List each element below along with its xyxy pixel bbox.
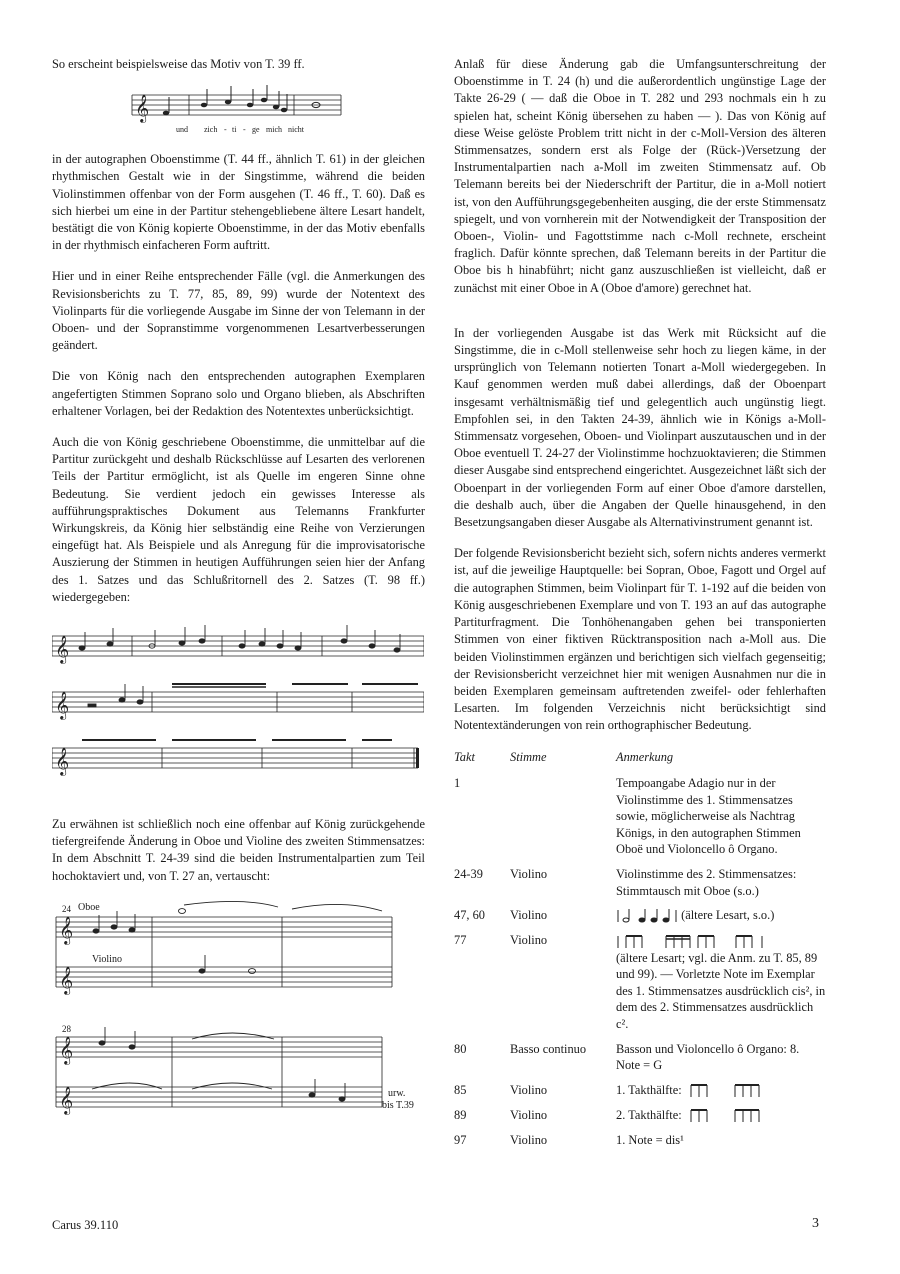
svg-text:𝄞: 𝄞 bbox=[135, 96, 150, 123]
svg-text:𝄞: 𝄞 bbox=[59, 1087, 74, 1114]
header-anmerkung: Anmerkung bbox=[616, 749, 674, 764]
anmerkung-cell: Basson und Violoncello ô Organo: 8. Note = G bbox=[616, 1041, 800, 1073]
svg-text:𝄞: 𝄞 bbox=[59, 967, 74, 994]
paragraph: Hier und in einer Reihe entsprechender Fälle (vgl. die Anmerkungen des Revisionsberichts zu T. 77, 85, 89, 99) wurde der Notentext des Violinparts für die vorliegende Ausgabe im Sinne der von Telemann in der Oboen- und der Sopranstimme vorgenommenen Lesartverbesserungen geändert. bbox=[52, 269, 425, 353]
catalog-number: Carus 39.110 bbox=[52, 1218, 119, 1232]
lyric: zich bbox=[204, 125, 218, 135]
takt-cell: 1 bbox=[454, 776, 461, 791]
instrument-label-violino: Violino bbox=[92, 953, 122, 965]
rhythm-notation bbox=[685, 1108, 765, 1124]
lyric: nicht bbox=[288, 125, 304, 135]
takt-cell: 24-39 bbox=[454, 867, 483, 882]
table-row bbox=[454, 1132, 826, 1157]
lyric: ti bbox=[232, 125, 237, 135]
anmerkung-cell bbox=[616, 1082, 826, 1107]
table-row bbox=[454, 907, 826, 932]
table-row bbox=[454, 932, 826, 1040]
table-row bbox=[454, 866, 826, 907]
lyric: - bbox=[224, 125, 227, 135]
lyric: - bbox=[243, 125, 246, 135]
anmerkung-cell bbox=[616, 907, 826, 932]
lyric: ge bbox=[252, 125, 260, 135]
table-header-row bbox=[454, 749, 826, 776]
table-row bbox=[454, 1041, 826, 1082]
stimme-cell: Basso continuo bbox=[510, 1041, 587, 1056]
takt-cell: 89 bbox=[454, 1107, 467, 1122]
paragraph: In der vorliegenden Ausgabe ist das Werk mit Rücksicht auf die Singstimme, die in c-Moll stellenweise sehr hoch zu liegen käme, in der ursprünglich von Telemann notierten Tonart a-Moll wiedergegeben. In Kauf genommen werden muß dabei allerdings, daß der Oboenpart insgesamt verhältnismäßig tief und gelegentlich auch ungünstig liegt. Empfohlen sei, in den Takten 24-39, ähnlich wie in Königs a-Moll-Stimmensatz vorgesehen, Oboen- und Violinpart auszutauschen und in der Oboe eventuell T. 24-27 der Violinstimme hochzuoktavieren; die Stimmen dieser Ausgabe sind entsprechend eingerichtet. Ausgezeichnet läßt sich der Oboenpart in der vorliegenden Form auf einer Oboe d'amore darstellen, die deshalb auch, über die Angaben der Quelle hinausgehend, in den Besetzungsangaben dieser Ausgabe als Alternativinstrument genannt ist. bbox=[454, 325, 826, 530]
right-column bbox=[454, 56, 826, 1157]
paragraph: Zu erwähnen ist schließlich noch eine offenbar auf König zurückgehende tiefergreifende Änderung in Oboe und Violine des zweiten Stimmensatzes: In dem Abschnitt T. 24-39 sind die beiden Instrumentalpartien zum Teil hochoktaviert und, von T. 27 an, vertauscht: bbox=[52, 817, 425, 883]
measure-number: 28 bbox=[62, 1023, 71, 1034]
takt-cell: 80 bbox=[454, 1041, 467, 1056]
table-row bbox=[454, 1082, 826, 1107]
paragraph: So erscheint beispielsweise das Motiv von T. 39 ff. bbox=[52, 57, 305, 71]
measure-number: 24 bbox=[62, 903, 71, 914]
stimme-cell: Violino bbox=[510, 1082, 548, 1097]
table-row bbox=[454, 1107, 826, 1132]
anmerkung-text: (ältere Lesart; vgl. die Anm. zu T. 85, 89 und 99). — Vorletzte Note im Exemplar des 1. Stimmensatzes ausdrücklich cis², in dem des 2. Stimmensatzes ausdrücklich c². bbox=[616, 950, 826, 1031]
music-example-ornaments bbox=[52, 620, 424, 788]
anmerkung-cell bbox=[616, 932, 826, 1040]
takt-cell: 77 bbox=[454, 933, 467, 948]
rhythm-notation bbox=[616, 908, 678, 924]
paragraph: in der autographen Oboenstimme (T. 44 ff., ähnlich T. 61) in der gleichen rhythmischen Gestalt wie in der Singstimme, während die beiden Violinstimmen offenbar von der Form ausgehen (T. 46 ff., T. 60). Daß es sich hierbei um eine in der Partitur stehengebliebene ältere Lesart handelt, bestätigt die von König kopierte Oboenstimme, in der das Motiv ebenfalls in der rhythmisch einfacheren Form auftritt. bbox=[52, 152, 425, 253]
stimme-cell: Violino bbox=[510, 1107, 548, 1122]
svg-text:𝄞: 𝄞 bbox=[55, 749, 70, 776]
stimme-cell: Violino bbox=[510, 1133, 548, 1148]
paragraph: Der folgende Revisionsbericht bezieht sich, sofern nichts anderes vermerkt ist, auf die jeweilige Hauptquelle: bei Sopran, Oboe, Fagott und Orgel auf die autographen Stimmen, beim Violinpart für T. 1-192 auf die beiden von König ausgeschriebenen Exemplare und von T. 193 an auf das autographe Partiturfragment. Die Tonhöhenangaben gehen bei transponierten Stimmen von einer fiktiven Rücktransposition nach a-Moll aus. Die beiden Violinstimmen ergänzen und berichtigen sich vielfach gegenseitig; der Revisionsbericht verzeichnet hier mit wenigen Ausnahmen nur die in beiden Exemplaren gemeinsam auftretenden zweifel- oder fehlerhaften Lesarten. Im folgenden Verzeichnis nicht berücksichtigt sind Notentextänderungen von rein orthographischer Bedeutung. bbox=[454, 546, 826, 733]
anmerkung-cell: Tempoangabe Adagio nur in der Violinstimme des 1. Stimmensatzes sowie, möglicherweise als Nachtrag Königs, in den autographen Stimmen Oboë und Violoncello ô Organo. bbox=[616, 776, 801, 857]
takt-cell: 47, 60 bbox=[454, 908, 485, 923]
music-example-motif bbox=[52, 83, 425, 145]
anmerkung-cell: 1. Note = dis¹ bbox=[616, 1133, 684, 1148]
rhythm-notation bbox=[616, 934, 766, 950]
stimme-cell: Violino bbox=[510, 933, 548, 948]
annotation-bis: bis T.39 bbox=[382, 1099, 414, 1111]
lyric: mich bbox=[266, 125, 282, 135]
svg-text:𝄞: 𝄞 bbox=[59, 917, 74, 944]
anmerkung-cell bbox=[616, 1107, 826, 1132]
header-stimme: Stimme bbox=[510, 749, 547, 764]
instrument-label-oboe: Oboe bbox=[78, 901, 100, 913]
anmerkung-cell: Violinstimme des 2. Stimmensatzes: Stimmtausch mit Oboe (s.o.) bbox=[616, 867, 797, 898]
table-row bbox=[454, 775, 826, 866]
paragraph: Auch die von König geschriebene Oboenstimme, die unmittelbar auf die Partitur zurückgeht und deshalb Rückschlüsse auf Lesarten des verlorenen Teils der Partitur ermöglicht, ist als Quelle im engeren Sinne ohne Bedeutung. Sie verdient jedoch ein gewisses Interesse als aufführungspraktisches Dokument aus Telemanns Frankfurter Wirkungskreis, da König hier selbständig eine Reihe von Verzierungen eingefügt hat. Als Beispiele und als Anregung für die improvisatorische Auszierung der Stimmen in heutigen Aufführungen seien hier der Anfang des 1. Satzes und das Schlußritornell des 2. Satzes (T. 98 ff.) wiedergegeben: bbox=[52, 435, 425, 604]
lyric: und bbox=[176, 125, 188, 135]
left-column bbox=[52, 56, 425, 1119]
music-example-exchange bbox=[52, 899, 425, 1119]
paragraph: Anlaß für diese Änderung gab die Umfangsunterschreitung der Oboenstimme in T. 24 (h) und die außerordentlich ungünstige Lage der Takte 26-29 ( — daß die Oboe in T. 282 und 293 nochmals ein h zu spielen hat, scheint König übersehen zu haben — ). Das von König auf diese Weise gelöste Problem tritt nicht in der c-Moll-Version des älteren Stimmensatzes, sondern erst als Folge der (Rück-)Versetzung der Instrumentalpartien nach a-Moll im zweiten Stimmensatz auf. Ob Telemann bereits bei der Niederschrift der Partitur, die in a-Moll notiert ist, von den Aufführungsgegebenheiten ausging, die der erste Stimmensatz spiegelt, und von vornherein mit der Notwendigkeit der Transposition der Oboen-, Violin- und Fagottstimme nach c-Moll rechnete, erscheint fraglich. Dafür könnte sprechen, daß Telemann bereits in der Partitur die Oboe bis h hinabführt; nicht ganz auszuschließen ist vielleicht, daß er zunächst mit einer Oboe in A (Oboe d'amore) gerechnet hat. bbox=[454, 57, 826, 295]
takt-cell: 97 bbox=[454, 1133, 467, 1148]
annotation-urw: urw. bbox=[388, 1087, 406, 1099]
takt-cell: 85 bbox=[454, 1082, 467, 1097]
stimme-cell bbox=[510, 775, 616, 866]
revision-table bbox=[454, 749, 826, 1157]
svg-text:𝄞: 𝄞 bbox=[55, 693, 70, 720]
stimme-cell: Violino bbox=[510, 908, 548, 923]
rhythm-notation bbox=[685, 1083, 765, 1099]
anmerkung-text: (ältere Lesart, s.o.) bbox=[681, 908, 775, 923]
paragraph: Die von König nach den entsprechenden autographen Exemplaren angefertigten Stimmen Soprano solo und Organo blieben, als Abschriften erhaltener Vorlagen, bei der Redaktion des Notentextes unberücksichtigt. bbox=[52, 369, 425, 418]
header-takt: Takt bbox=[454, 749, 475, 764]
svg-text:𝄞: 𝄞 bbox=[59, 1037, 74, 1064]
exchange-score bbox=[52, 899, 424, 1119]
svg-text:𝄞: 𝄞 bbox=[55, 637, 70, 664]
anmerkung-text: 1. Takthälfte: bbox=[616, 1082, 682, 1097]
stimme-cell: Violino bbox=[510, 867, 548, 882]
anmerkung-text: 2. Takthälfte: bbox=[616, 1107, 682, 1122]
page-number: 3 bbox=[812, 1216, 819, 1231]
